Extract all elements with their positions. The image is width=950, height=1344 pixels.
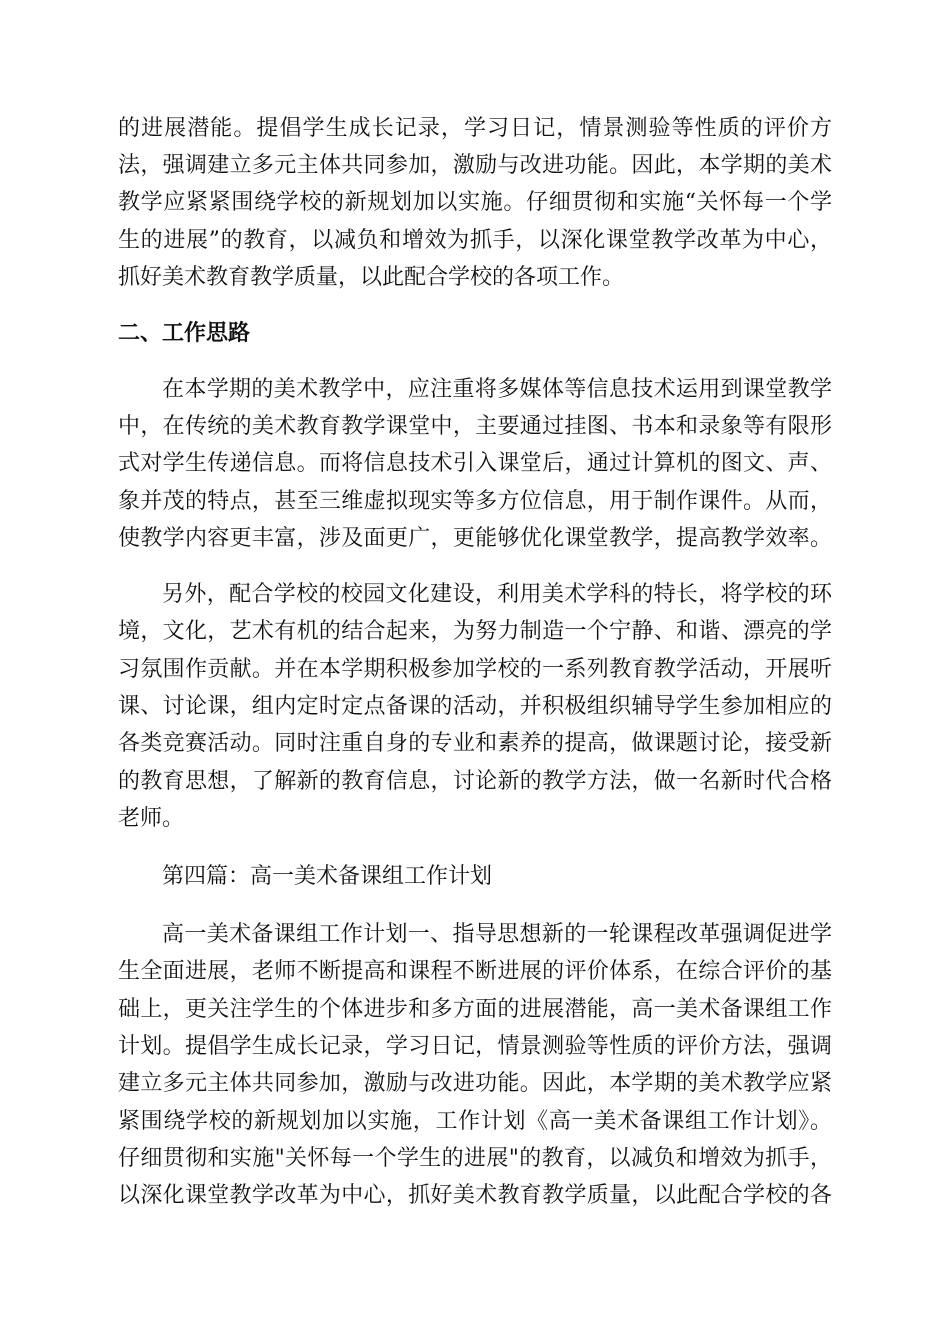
paragraph-line: 高一美术备课组工作计划一、指导思想新的一轮课程改革强调促进学 bbox=[162, 922, 832, 947]
paragraph-line: 的教育思想，了解新的教育信息，讨论新的教学方法，做一名新时代合格 bbox=[118, 769, 832, 794]
paragraph-line: 础上，更关注学生的个体进步和多方面的进展潜能，高一美术备课组工作 bbox=[118, 997, 832, 1022]
paragraph-line: 计划。提倡学生成长记录，学习日记，情景测验等性质的评价方法，强调 bbox=[118, 1034, 832, 1059]
paragraph-line: 的进展潜能。提倡学生成长记录，学习日记，情景测验等性质的评价方 bbox=[118, 116, 832, 141]
paragraph-line: 课、讨论课，组内定时定点备课的活动，并积极组织辅导学生参加相应的 bbox=[118, 694, 832, 719]
paragraph-line: 以深化课堂教学改革为中心，抓好美术教育教学质量，以此配合学校的各 bbox=[118, 1183, 832, 1208]
paragraph-line: 紧围绕学校的新规划加以实施，工作计划《高一美术备课组工作计划》。 bbox=[118, 1109, 832, 1134]
paragraph-line: 境，文化，艺术有机的结合起来，为努力制造一个宁静、和谐、漂亮的学 bbox=[118, 619, 832, 644]
paragraph-line: 另外，配合学校的校园文化建设，利用美术学科的特长，将学校的环 bbox=[162, 582, 832, 607]
paragraph-line: 使教学内容更丰富，涉及面更广，更能够优化课堂教学，提高教学效率。 bbox=[118, 526, 832, 551]
paragraph-line: 生全面进展，老师不断提高和课程不断进展的评价体系，在综合评价的基 bbox=[118, 959, 832, 984]
paragraph-line: 法，强调建立多元主体共同参加，激励与改进功能。因此，本学期的美术 bbox=[118, 153, 832, 178]
paragraph-line: 生的进展”的教育，以减负和增效为抓手，以深化课堂教学改革为中心， bbox=[118, 228, 832, 253]
article-title: 第四篇：高一美术备课组工作计划 bbox=[162, 864, 493, 889]
paragraph-line: 各类竞赛活动。同时注重自身的专业和素养的提高，做课题讨论，接受新 bbox=[118, 731, 832, 756]
section-heading: 二、工作思路 bbox=[118, 321, 251, 346]
paragraph-line: 抓好美术教育教学质量，以此配合学校的各项工作。 bbox=[118, 265, 625, 290]
paragraph-line: 中，在传统的美术教育教学课堂中，主要通过挂图、书本和录象等有限形 bbox=[118, 414, 832, 439]
paragraph-line: 老师。 bbox=[118, 806, 185, 831]
paragraph-line: 象并茂的特点，甚至三维虚拟现实等多方位信息，用于制作课件。从而， bbox=[118, 489, 832, 514]
paragraph-line: 建立多元主体共同参加，激励与改进功能。因此，本学期的美术教学应紧 bbox=[118, 1071, 832, 1096]
paragraph-line: 仔细贯彻和实施"关怀每一个学生的进展"的教育，以减负和增效为抓手， bbox=[118, 1146, 832, 1171]
paragraph-line: 式对学生传递信息。而将信息技术引入课堂后，通过计算机的图文、声、 bbox=[118, 451, 832, 476]
paragraph-line: 在本学期的美术教学中，应注重将多媒体等信息技术运用到课堂教学 bbox=[162, 377, 832, 402]
paragraph-line: 习氛围作贡献。并在本学期积极参加学校的一系列教育教学活动，开展听 bbox=[118, 657, 832, 682]
paragraph-line: 教学应紧紧围绕学校的新规划加以实施。仔细贯彻和实施“关怀每一个学 bbox=[118, 190, 832, 215]
